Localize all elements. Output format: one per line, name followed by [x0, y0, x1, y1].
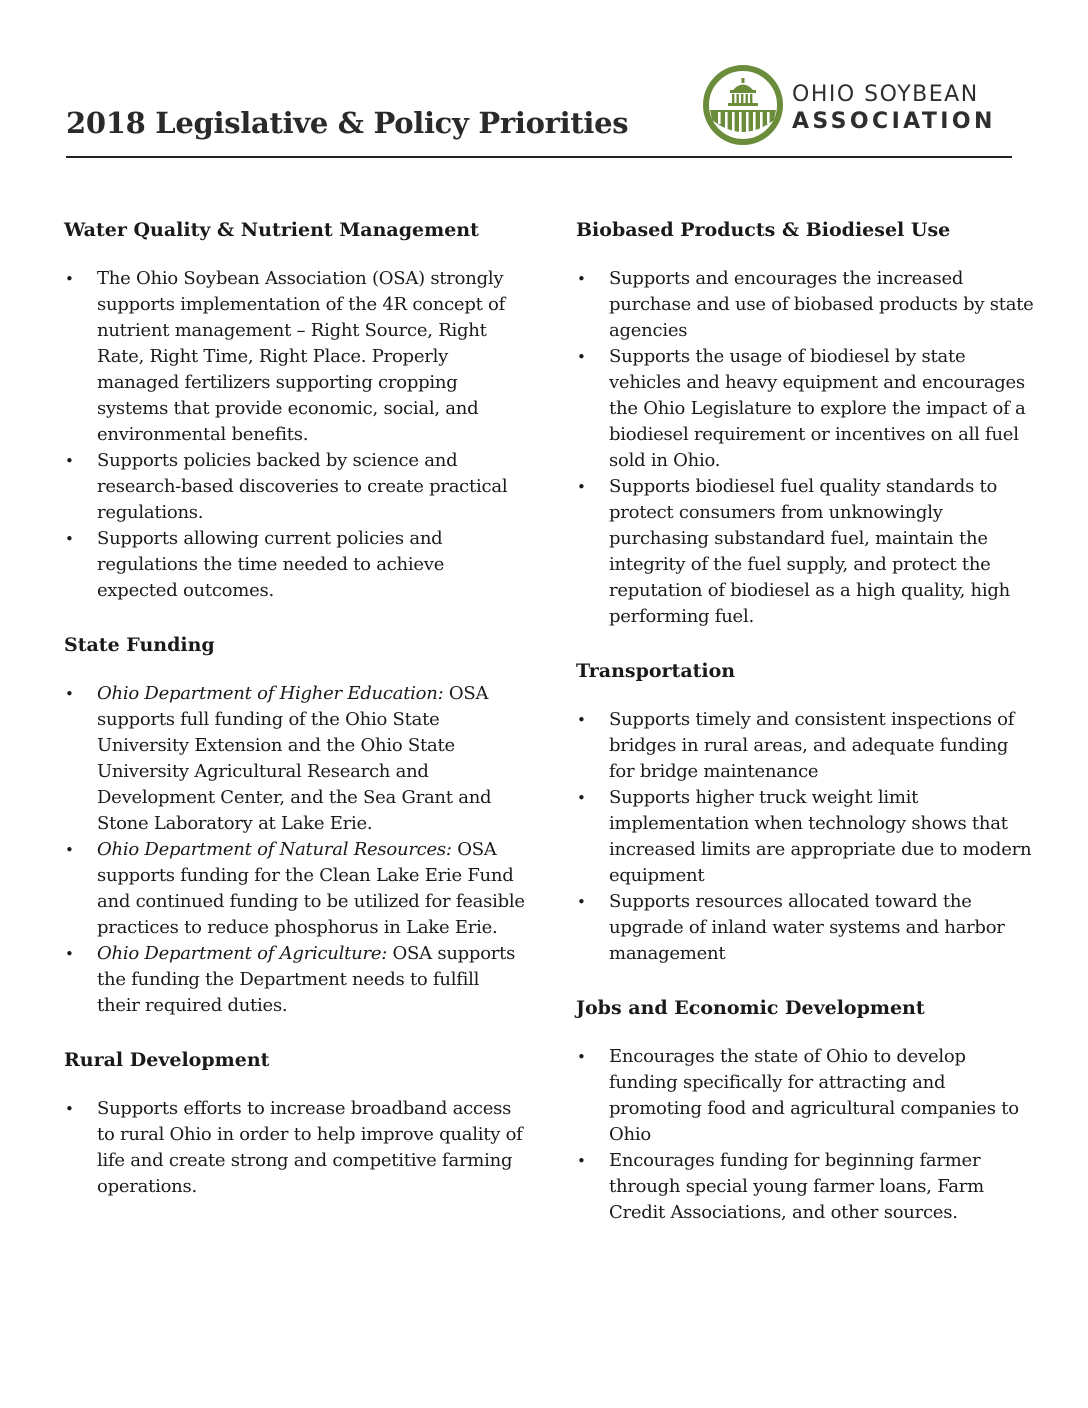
list-item: • Supports the usage of biodiesel by state vehicles and heavy equipment and encourages the Ohio Legislature to explore the impact of a biodiesel requirement or incentives on all fuel sold in Ohio. — [576, 344, 1038, 474]
list-item: • Supports efforts to increase broadband access to rural Ohio in order to help improve quality of life and create strong and competitive farming operations. — [64, 1096, 526, 1200]
bullet-list — [64, 266, 526, 604]
right-column — [576, 214, 1038, 1251]
list-item: • Encourages funding for beginning farmer through special young farmer loans, Farm Credit Associations, and other sources. — [576, 1148, 1038, 1226]
section-biobased-products — [576, 214, 1038, 630]
list-item: • Supports biodiesel fuel quality standards to protect consumers from unknowingly purchasing substandard fuel, maintain the integrity of the fuel supply, and protect the reputation of biodiesel as a high quality, high performing fuel. — [576, 474, 1038, 630]
section-heading: Water Quality & Nutrient Management — [64, 219, 479, 241]
header-divider — [66, 156, 1012, 158]
bullet-list — [576, 266, 1038, 630]
section-jobs-economic-development — [576, 992, 1038, 1226]
document-title: 2018 Legislative & Policy Priorities — [66, 106, 629, 140]
list-item: • Supports policies backed by science and research-based discoveries to create practical regulations. — [64, 448, 526, 526]
section-heading: Jobs and Economic Development — [576, 997, 925, 1019]
section-heading: Transportation — [576, 660, 736, 682]
item-text: OSA supports funding for the Clean Lake Erie Fund and continued funding to be utilized for feasible practices to reduce phosphorus in Lake Erie. — [97, 839, 525, 938]
item-text: OSA supports full funding of the Ohio State University Extension and the Ohio State University Agricultural Research and Development Center, and the Sea Grant and Stone Laboratory at Lake Erie. — [97, 683, 492, 834]
list-item: • Supports allowing current policies and regulations the time needed to achieve expected outcomes. — [64, 526, 526, 604]
list-item: • Supports timely and consistent inspections of bridges in rural areas, and adequate funding for bridge maintenance — [576, 707, 1038, 785]
bullet-list — [576, 1044, 1038, 1226]
list-item: • Encourages the state of Ohio to develop funding specifically for attracting and promoting food and agricultural companies to Ohio — [576, 1044, 1038, 1148]
list-item — [64, 837, 526, 941]
section-transportation — [576, 655, 1038, 967]
section-heading: State Funding — [64, 634, 215, 656]
list-item — [64, 681, 526, 837]
section-heading: Rural Development — [64, 1049, 270, 1071]
department-name: Ohio Department of Natural Resources: — [97, 839, 452, 860]
department-name: Ohio Department of Higher Education: — [97, 683, 444, 704]
item-text: OSA supports the funding the Department needs to fulfill their required duties. — [97, 943, 516, 1016]
capitol-dome-icon — [702, 64, 784, 146]
logo-line-1: OHIO SOYBEAN — [792, 82, 979, 107]
list-item: • Supports resources allocated toward the upgrade of inland water systems and harbor management — [576, 889, 1038, 967]
bullet-list — [576, 707, 1038, 967]
ohio-soybean-association-logo — [702, 64, 1002, 146]
department-name: Ohio Department of Agriculture: — [97, 943, 388, 964]
list-item — [64, 941, 526, 1019]
list-item: • Supports and encourages the increased purchase and use of biobased products by state agencies — [576, 266, 1038, 344]
list-item: • The Ohio Soybean Association (OSA) strongly supports implementation of the 4R concept of nutrient management – Right Source, Right Rate, Right Time, Right Place. Properly managed fertilizers supporting cropping systems that provide economic, social, and environmental benefits. — [64, 266, 526, 448]
section-water-quality — [64, 214, 526, 604]
bullet-list — [64, 1096, 526, 1200]
bullet-list — [64, 681, 526, 1019]
section-rural-development — [64, 1044, 526, 1200]
left-column — [64, 214, 526, 1225]
logo-line-2: ASSOCIATION — [792, 109, 996, 134]
logo-wordmark — [792, 82, 996, 136]
section-state-funding — [64, 629, 526, 1019]
section-heading: Biobased Products & Biodiesel Use — [576, 219, 951, 241]
list-item: • Supports higher truck weight limit implementation when technology shows that increased limits are appropriate due to modern equipment — [576, 785, 1038, 889]
